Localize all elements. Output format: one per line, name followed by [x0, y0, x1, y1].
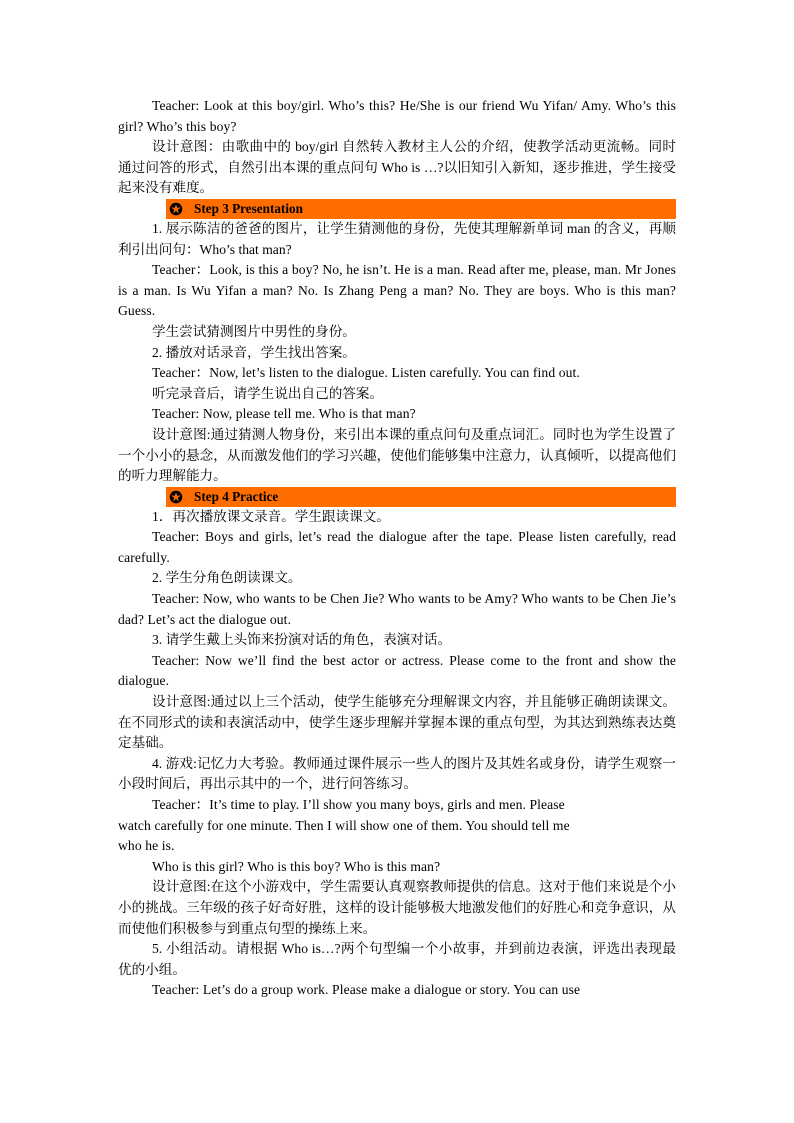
design-intent: 设计意图:在这个小游戏中，学生需要认真观察教师提供的信息。这对于他们来说是个小小的挑战。三年级的孩子好奇好胜，这样的设计能够极大地激发他们的好胜心和竞争意识，从而使他们积极参与到重点句型的操练上来。 [118, 879, 676, 936]
step-4-header [166, 487, 676, 507]
star-in-circle-icon [169, 202, 183, 216]
teacher-line: Teacher: Look at this boy/girl. Who’s this? He/She is our friend Wu Yifan/ Amy. Who’s this girl? Who’s this boy? [118, 98, 676, 134]
question-line: Who is this girl? Who is this boy? Who is this man? [152, 858, 441, 874]
activity-item: 2. 学生分角色朗读课文。 [152, 570, 302, 586]
teacher-line: Teacher: Boys and girls, let’s read the dialogue after the tape. Please listen carefully, read carefully. [118, 529, 676, 565]
teacher-line: Teacher: Now, please tell me. Who is that man? [152, 406, 416, 422]
teacher-line-continued: who he is. [118, 838, 175, 854]
activity-item: 5. 小组活动。请根据 Who is…?两个句型编一个小故事，并到前边表演，评选出表现最优的小组。 [118, 941, 676, 977]
step-3-title: Step 3 Presentation [194, 200, 303, 216]
teacher-line: Teacher：Look, is this a boy? No, he isn’t. He is a man. Read after me, please, man. Mr Jones is a man. Is Wu Yifan a man? No. Is Zhang Peng a man? No. They are boys. Who is this man? Guess. [118, 262, 676, 319]
activity-item: 1. 展示陈洁的爸爸的图片，让学生猜测他的身份，先使其理解新单词 man 的含义，再顺利引出问句：Who’s that man? [118, 220, 676, 257]
activity-item: 1．再次播放课文录音。学生跟读课文。 [152, 508, 390, 524]
student-activity: 听完录音后，请学生说出自己的答案。 [152, 385, 384, 401]
design-intent: 设计意图:通过以上三个活动，使学生能够充分理解课文内容，并且能够正确朗读课文。在不同形式的读和表演活动中，使学生逐步理解并掌握本课的重点句型，为其达到熟练表达奠定基础。 [118, 694, 676, 751]
document-page [118, 96, 676, 1001]
student-activity: 学生尝试猜测图片中男性的身份。 [152, 323, 356, 339]
star-in-circle-icon [169, 490, 183, 504]
teacher-line-continued: watch carefully for one minute. Then I will show one of them. You should tell me [118, 817, 570, 833]
design-intent: 设计意图:通过猜测人物身份，来引出本课的重点问句及重点词汇。同时也为学生设置了一个小小的悬念，从而激发他们的学习兴趣，使他们能够集中注意力，认真倾听，以提高他们的听力理解能力。 [118, 426, 676, 484]
teacher-line: Teacher: Now, who wants to be Chen Jie? Who wants to be Amy? Who wants to be Chen Jie’s dad? Let’s act the dialogue out. [118, 591, 676, 627]
teacher-line: Teacher：It’s time to play. I’ll show you many boys, girls and men. Please [152, 797, 565, 812]
teacher-line: Teacher: Let’s do a group work. Please make a dialogue or story. You can use [152, 982, 581, 998]
activity-item: 2. 播放对话录音，学生找出答案。 [152, 344, 356, 360]
design-intent: 设计意图：由歌曲中的 boy/girl 自然转入教材主人公的介绍，使教学活动更流畅。同时通过问答的形式，自然引出本课的重点问句 Who is …?以旧知引入新知，逐步推进，学生接受起来没有难度。 [118, 139, 676, 196]
activity-item: 4. 游戏:记忆力大考验。教师通过课件展示一些人的图片及其姓名或身份，请学生观察一小段时间后，再出示其中的一个，进行问答练习。 [118, 755, 676, 792]
teacher-line: Teacher：Now, let’s listen to the dialogue. Listen carefully. You can find out. [152, 365, 580, 381]
activity-item: 3. 请学生戴上头饰来扮演对话的角色，表演对话。 [152, 632, 452, 648]
step-3-header [166, 199, 676, 219]
teacher-line: Teacher: Now we’ll find the best actor or actress. Please come to the front and show the dialogue. [118, 652, 676, 689]
step-4-title: Step 4 Practice [194, 488, 279, 504]
